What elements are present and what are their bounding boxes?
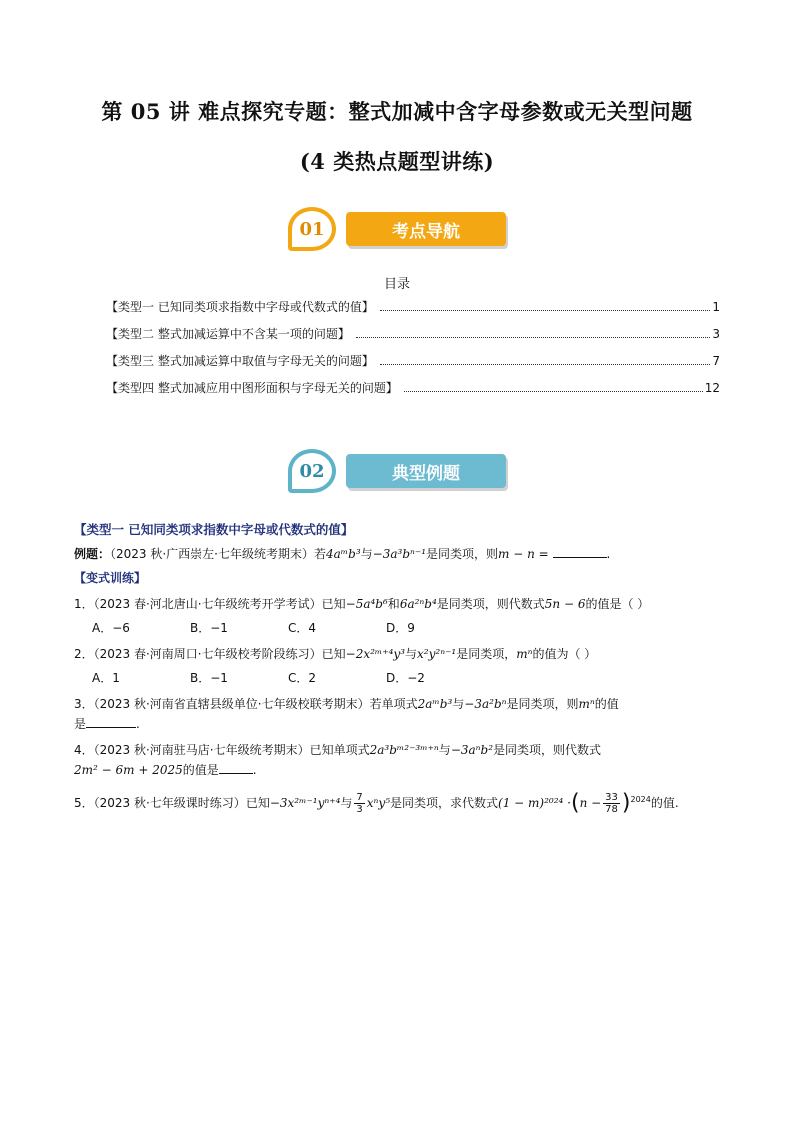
question-text: 的值. bbox=[650, 796, 679, 810]
question-expr: −2x²ᵐ⁺⁴y³ bbox=[345, 647, 406, 661]
question-number: 4． bbox=[74, 743, 94, 757]
question-number: 1． bbox=[74, 597, 94, 611]
question-expr: mⁿ bbox=[578, 697, 595, 711]
question-text: 已知 bbox=[245, 796, 270, 810]
question-text: 是同类项，求代数式 bbox=[390, 796, 499, 810]
option-a[interactable]: A．1 bbox=[92, 671, 120, 685]
question-text: 已知 bbox=[321, 647, 346, 661]
badge-label: 典型例题 bbox=[346, 454, 506, 488]
example-text: 与 bbox=[360, 547, 373, 561]
toc-page-number: 1 bbox=[712, 300, 720, 314]
question-expr: mⁿ bbox=[516, 647, 533, 661]
question-text: 是同类项，则代数式 bbox=[436, 597, 545, 611]
answer-blank[interactable] bbox=[219, 761, 253, 774]
question-5 bbox=[74, 790, 724, 815]
badge-label: 考点导航 bbox=[346, 212, 506, 246]
toc-title: 目录 bbox=[383, 277, 410, 292]
fraction-denominator: 3 bbox=[356, 804, 363, 815]
answer-options bbox=[92, 668, 724, 688]
fraction-denominator: 78 bbox=[605, 804, 618, 815]
toc-item-label: 【类型三 整式加减运算中取值与字母无关的问题】 bbox=[106, 354, 374, 368]
option-b[interactable]: B．−1 bbox=[190, 621, 228, 635]
question-expr: 2aᵐb³ bbox=[417, 697, 453, 711]
question-expr: −3a²bⁿ bbox=[464, 697, 507, 711]
question-number: 2． bbox=[74, 647, 94, 661]
section-badge-examples bbox=[288, 449, 508, 493]
example-expr: m − n = bbox=[498, 547, 549, 561]
example-source: （2023 秋·广西崇左·七年级统考期末） bbox=[110, 547, 314, 561]
question-text: 已知 bbox=[321, 597, 346, 611]
toc-leader bbox=[380, 364, 711, 365]
fraction bbox=[354, 792, 364, 815]
question-expr: −5a⁴b⁶ bbox=[345, 597, 388, 611]
question-text: 若单项式 bbox=[369, 697, 418, 711]
right-paren: ) bbox=[621, 790, 631, 816]
example-text: 若 bbox=[314, 547, 327, 561]
question-text: 与 bbox=[452, 697, 465, 711]
example-tag: 例题： bbox=[74, 547, 111, 561]
question-expr: −3aⁿb² bbox=[450, 743, 494, 757]
question-number: 3． bbox=[74, 697, 94, 711]
toc-item[interactable] bbox=[106, 325, 720, 352]
question-text: 已知单项式 bbox=[309, 743, 370, 757]
question-text: 是同类项，则代数式 bbox=[493, 743, 602, 757]
question-expr: 2a³bᵐ²⁻³ᵐ⁺ⁿ bbox=[369, 743, 439, 757]
question-text: 的值 bbox=[594, 697, 619, 711]
question-text: 的值是 bbox=[182, 763, 219, 777]
fraction bbox=[603, 792, 620, 815]
option-c[interactable]: C．4 bbox=[288, 621, 317, 635]
toc-page-number: 7 bbox=[712, 354, 720, 368]
toc-item-label: 【类型四 整式加减应用中图形面积与字母无关的问题】 bbox=[106, 381, 398, 395]
toc-page-number: 3 bbox=[712, 327, 720, 341]
badge-number: 02 bbox=[288, 449, 336, 493]
question-text: 是同类项，则 bbox=[506, 697, 579, 711]
question-expr: (1 − m)²⁰²⁴ · bbox=[498, 796, 571, 810]
fraction-numerator: 33 bbox=[605, 792, 618, 803]
left-paren: ( bbox=[570, 790, 580, 816]
question-text: 的值是（ ） bbox=[585, 597, 650, 611]
question-expr: −3x²ᵐ⁻¹yⁿ⁺⁴ bbox=[269, 796, 341, 810]
example-expr: 4aᵐb³ bbox=[326, 547, 361, 561]
page-title: 第 05 讲 难点探究专题：整式加减中含字母参数或无关型问题 bbox=[101, 99, 693, 124]
question-expr: 2m² − 6m + 2025 bbox=[74, 763, 183, 777]
question-2 bbox=[74, 644, 724, 664]
section-heading: 【类型一 已知同类项求指数中字母或代数式的值】 bbox=[74, 522, 354, 537]
question-text: 和 bbox=[387, 597, 400, 611]
option-c[interactable]: C．2 bbox=[288, 671, 317, 685]
toc-item-label: 【类型二 整式加减运算中不含某一项的问题】 bbox=[106, 327, 350, 341]
question-text: 与 bbox=[438, 743, 451, 757]
toc-item-label: 【类型一 已知同类项求指数中字母或代数式的值】 bbox=[106, 300, 374, 314]
question-text: 与 bbox=[405, 647, 418, 661]
option-b[interactable]: B．−1 bbox=[190, 671, 228, 685]
example-expr: −3a³bⁿ⁻¹ bbox=[372, 547, 427, 561]
badge-number: 01 bbox=[288, 207, 336, 251]
question-source: （2023 秋·河南省直辖县级单位·七年级校联考期末） bbox=[93, 697, 370, 711]
question-text: 与 bbox=[340, 796, 353, 810]
table-of-contents bbox=[106, 298, 720, 406]
toc-item[interactable] bbox=[106, 352, 720, 379]
exercise-content bbox=[74, 520, 724, 815]
answer-blank[interactable] bbox=[86, 715, 136, 728]
question-expr: 5n − 6 bbox=[544, 597, 586, 611]
question-expr: n − bbox=[579, 796, 602, 810]
toc-item[interactable] bbox=[106, 379, 720, 406]
question-end: . bbox=[136, 717, 140, 731]
toc-leader bbox=[356, 337, 711, 338]
question-source: （2023 秋·七年级课时练习） bbox=[93, 796, 246, 810]
answer-options bbox=[92, 618, 724, 638]
question-3 bbox=[74, 694, 724, 734]
option-a[interactable]: A．−6 bbox=[92, 621, 130, 635]
section-badge-navigation bbox=[288, 207, 508, 251]
variant-heading: 【变式训练】 bbox=[74, 571, 147, 585]
example-text: 是同类项，则 bbox=[426, 547, 499, 561]
option-d[interactable]: D．−2 bbox=[386, 671, 425, 685]
question-text: 的值为（ ） bbox=[532, 647, 597, 661]
question-source: （2023 春·河北唐山·七年级统考开学考试） bbox=[93, 597, 322, 611]
toc-item[interactable] bbox=[106, 298, 720, 325]
question-expr: xⁿy⁵ bbox=[366, 796, 391, 810]
example-problem bbox=[74, 544, 724, 564]
question-end: . bbox=[252, 763, 257, 777]
exponent: 2024 bbox=[630, 795, 651, 804]
option-d[interactable]: D．9 bbox=[386, 621, 415, 635]
question-expr: x²y²ⁿ⁻¹ bbox=[417, 647, 457, 661]
question-source: （2023 春·河南周口·七年级校考阶段练习） bbox=[93, 647, 322, 661]
toc-leader bbox=[380, 310, 711, 311]
fraction-numerator: 7 bbox=[356, 792, 363, 803]
page-subtitle: (4 类热点题型讲练) bbox=[299, 149, 495, 174]
question-1 bbox=[74, 594, 724, 614]
example-end: . bbox=[606, 547, 611, 561]
question-text: 是同类项， bbox=[456, 647, 517, 661]
question-4 bbox=[74, 740, 724, 780]
answer-blank[interactable] bbox=[553, 545, 607, 558]
question-text: 是 bbox=[74, 717, 87, 731]
toc-leader bbox=[404, 391, 703, 392]
toc-page-number: 12 bbox=[704, 381, 720, 395]
question-number: 5． bbox=[74, 796, 94, 810]
question-source: （2023 秋·河南驻马店·七年级统考期末） bbox=[93, 743, 310, 757]
question-expr: 6a²ⁿb⁴ bbox=[399, 597, 437, 611]
